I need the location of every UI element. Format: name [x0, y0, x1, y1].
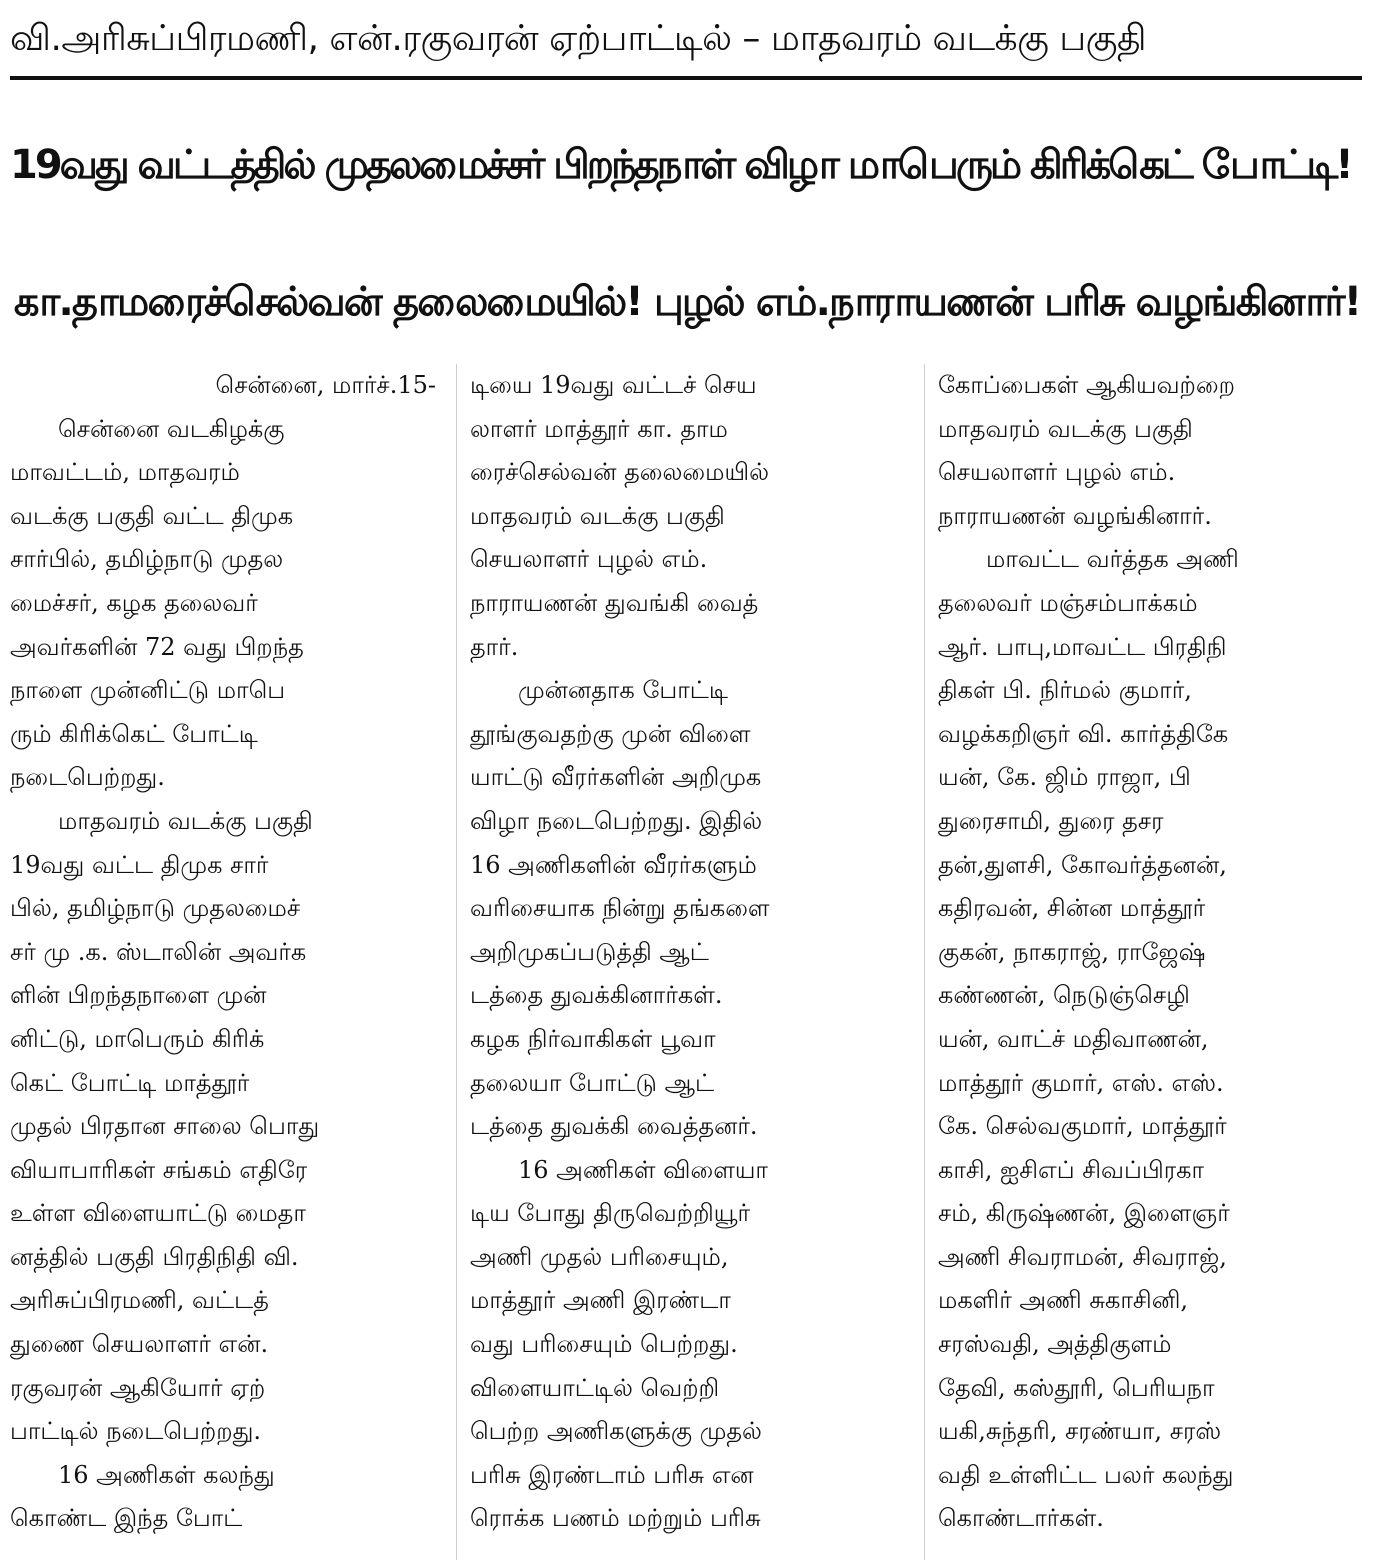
column-divider [456, 364, 457, 1560]
body-line: யன், கே. ஜிம் ராஜா, பி [938, 763, 1191, 792]
body-line: கொண்டார்கள். [938, 1504, 1104, 1533]
body-line: செயலாளர் புழல் எம். [938, 458, 1176, 487]
body-line: ஆர். பாபு,மாவட்ட பிரதிநி [938, 632, 1227, 661]
body-line: மகளிர் அணி சுகாசினி, [938, 1286, 1189, 1315]
body-line: சர் மு .க. ஸ்டாலின் அவர்க [10, 937, 307, 966]
body-line: மாத்தூர் குமார், எஸ். எஸ். [938, 1068, 1224, 1097]
body-line: 16 அணிகள் விளையா [518, 1155, 768, 1184]
body-line: அணி சிவராமன், சிவராஜ், [938, 1242, 1227, 1271]
body-line: 19வது வட்ட திமுக சார் [10, 850, 269, 879]
body-line: தலைவர் மஞ்சம்பாக்கம் [938, 588, 1198, 617]
body-line: கொண்ட இந்த போட் [10, 1504, 243, 1533]
article-column-1 [10, 364, 440, 1560]
body-line: துணை செயலாளர் என். [10, 1330, 269, 1359]
body-line: ரைச்செல்வன் தலைமையில் [470, 458, 770, 487]
body-line: ளின் பிறந்தநாளை முன் [10, 981, 267, 1010]
body-line: தார். [470, 632, 519, 661]
body-line: அரிசுப்பிரமணி, வட்டத் [10, 1286, 269, 1315]
body-line: மாவட்டம், மாதவரம் [10, 458, 240, 487]
body-line: யாட்டு வீரர்களின் அறிமுக [470, 763, 762, 792]
body-line: 16 அணிகள் கலந்து [58, 1460, 275, 1489]
body-line: டிய போது திருவெற்றியூர் [470, 1199, 751, 1228]
body-line: மைச்சர், கழக தலைவர் [10, 588, 258, 617]
body-line: சம், கிருஷ்ணன், இளைஞர் [938, 1199, 1230, 1228]
body-line: அறிமுகப்படுத்தி ஆட் [470, 937, 709, 966]
body-line: யகி,சுந்தரி, சரண்யா, சரஸ் [938, 1417, 1222, 1446]
body-line: மாவட்ட வர்த்தக அணி [986, 545, 1239, 574]
body-line: வடக்கு பகுதி வட்ட திமுக [10, 501, 294, 530]
body-line: சார்பில், தமிழ்நாடு முதல [10, 545, 284, 574]
kicker-line: வி.அரிசுப்பிரமணி, என்.ரகுவரன் ஏற்பாட்டில் – மாதவரம் வடக்கு பகுதி [10, 6, 1362, 80]
body-line: னத்தில் பகுதி பிரதிநிதி வி. [10, 1242, 299, 1271]
body-line: கே. செல்வகுமார், மாத்தூர் [938, 1112, 1227, 1141]
body-line: கதிரவன், சின்ன மாத்தூர் [938, 894, 1206, 923]
body-line: தலையா போட்டு ஆட் [470, 1068, 715, 1097]
body-line: ரொக்க பணம் மற்றும் பரிசு [470, 1504, 761, 1533]
body-line: மாத்தூர் அணி இரண்டா [470, 1286, 731, 1315]
body-line: பாட்டில் நடைபெற்றது. [10, 1417, 262, 1446]
body-line: தன்,துளசி, கோவர்த்தனன், [938, 850, 1227, 879]
body-line: கோப்பைகள் ஆகியவற்றை [938, 371, 1235, 399]
body-line: பெற்ற அணிகளுக்கு முதல் [470, 1417, 762, 1446]
body-line: மாதவரம் வடக்கு பகுதி [938, 414, 1193, 443]
column-divider [924, 364, 925, 1560]
headline: 19வது வட்டத்தில் முதலமைச்சர் பிறந்தநாள் விழா மாபெரும் கிரிக்கெட் போட்டி! [10, 142, 1351, 188]
body-line: சென்னை வடகிழக்கு [58, 414, 285, 443]
article-column-2 [470, 364, 910, 1560]
body-line: காசி, ஐசிஎப் சிவப்பிரகா [938, 1155, 1205, 1184]
body-line: விழா நடைபெற்றது. இதில் [470, 806, 763, 835]
body-line: கழக நிர்வாகிகள் பூவா [470, 1024, 716, 1053]
dateline: சென்னை, மார்ச்.15- [215, 371, 436, 399]
body-line: திகள் பி. நிர்மல் குமார், [938, 676, 1192, 705]
body-line: வழக்கறிஞர் வி. கார்த்திகே [938, 719, 1229, 748]
article-column-3 [938, 364, 1366, 1560]
body-line: டத்தை துவக்கினார்கள். [470, 981, 723, 1010]
body-line: வரிசையாக நின்று தங்களை [470, 894, 770, 923]
body-line: சரஸ்வதி, அத்திகுளம் [938, 1330, 1172, 1359]
body-line: ரும் கிரிக்கெட் போட்டி [10, 719, 258, 748]
body-line: நாளை முன்னிட்டு மாபெ [10, 676, 286, 705]
article-body [10, 364, 1366, 1560]
body-line: னிட்டு, மாபெரும் கிரிக் [10, 1024, 265, 1053]
body-line: மாதவரம் வடக்கு பகுதி [58, 806, 313, 835]
body-line: தேவி, கஸ்தூரி, பெரியநா [938, 1373, 1215, 1402]
body-line: கண்ணன், நெடுஞ்செழி [938, 981, 1190, 1010]
subheadline: கா.தாமரைச்செல்வன் தலைமையில்! புழல் எம்.நாராயணன் பரிசு வழங்கினார்! [13, 279, 1361, 325]
body-line: ரகுவரன் ஆகியோர் ஏற் [10, 1373, 266, 1402]
body-line: தூங்குவதற்கு முன் விளை [470, 719, 751, 748]
body-line: வதி உள்ளிட்ட பலர் கலந்து [938, 1460, 1234, 1489]
body-line: உள்ள விளையாட்டு மைதா [10, 1199, 306, 1228]
body-line: நாராயணன் துவங்கி வைத் [470, 588, 759, 617]
body-line: மாதவரம் வடக்கு பகுதி [470, 501, 725, 530]
body-line: நாராயணன் வழங்கினார். [938, 501, 1212, 530]
body-line: டத்தை துவக்கி வைத்தனர். [470, 1112, 758, 1141]
body-line: வது பரிசையும் பெற்றது. [470, 1330, 738, 1359]
body-line: கெட் போட்டி மாத்தூர் [10, 1068, 250, 1097]
body-line: 16 அணிகளின் வீரர்களும் [470, 850, 757, 879]
body-line: அணி முதல் பரிசையும், [470, 1242, 729, 1271]
body-line: நடைபெற்றது. [10, 763, 165, 792]
body-line: குகன், நாகராஜ், ராஜேஷ் [938, 937, 1206, 966]
body-line: அவர்களின் 72 வது பிறந்த [10, 632, 304, 661]
body-line: வியாபாரிகள் சங்கம் எதிரே [10, 1155, 308, 1184]
body-line: பரிசு இரண்டாம் பரிசு என [470, 1460, 754, 1489]
body-line: லாளர் மாத்தூர் கா. தாம [470, 414, 728, 443]
body-line: பில், தமிழ்நாடு முதலமைச் [10, 894, 301, 923]
body-line: செயலாளர் புழல் எம். [470, 545, 708, 574]
body-line: முன்னதாக போட்டி [518, 676, 728, 705]
body-line: முதல் பிரதான சாலை பொது [10, 1112, 320, 1141]
body-line: யன், வாட்ச் மதிவாணன், [938, 1024, 1209, 1053]
body-line: டியை 19வது வட்டச் செய [470, 371, 757, 399]
body-line: துரைசாமி, துரை தசர [938, 806, 1164, 835]
body-line: விளையாட்டில் வெற்றி [470, 1373, 720, 1402]
